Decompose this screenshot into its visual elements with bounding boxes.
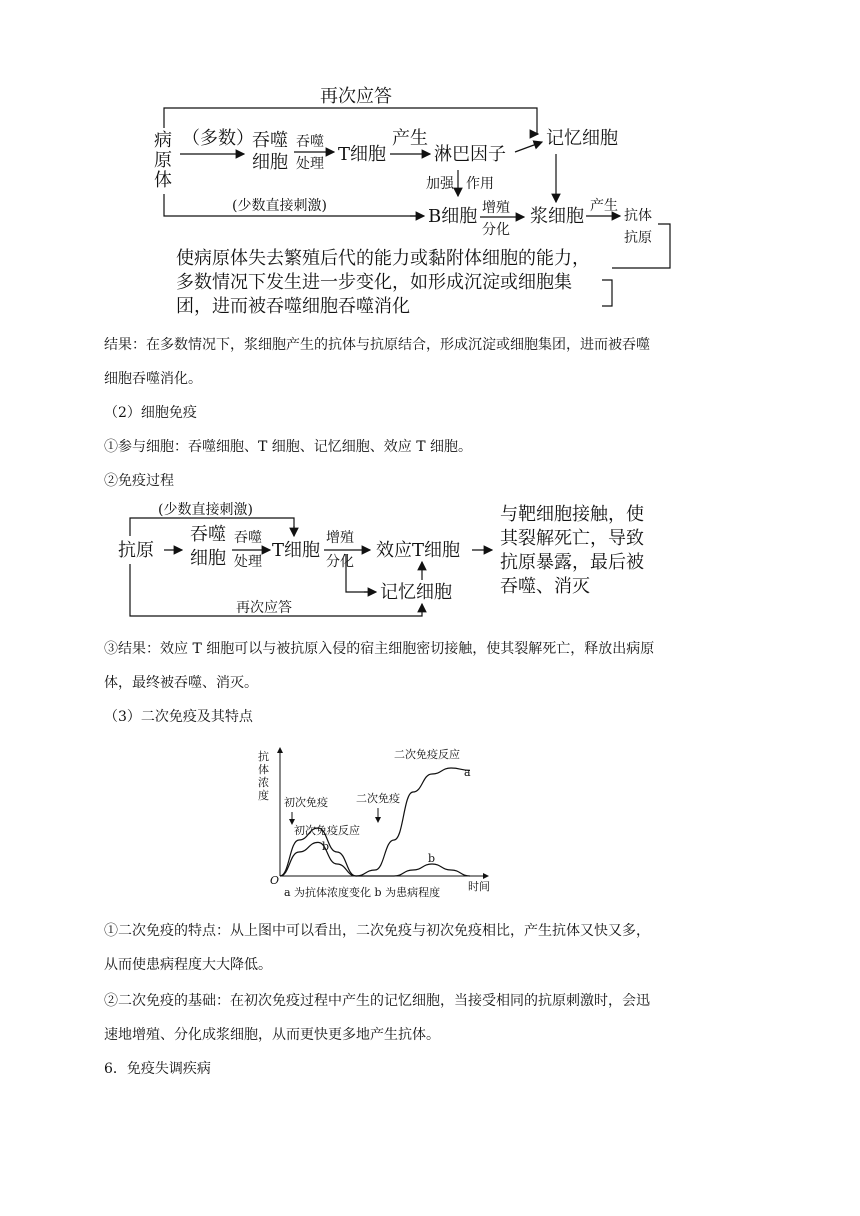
produce-label-1: 产生 [392, 128, 428, 149]
memory-cell-label: 记忆细胞 [546, 128, 618, 149]
phagocyte-line-1: 吞噬 [252, 130, 288, 151]
result1-line-1: 结果：在多数情况下，浆细胞产生的抗体与抗原结合，形成沉淀或细胞集团，进而被吞噬 [104, 337, 650, 353]
enhance-label: 加强 [426, 176, 454, 192]
t-cell-label: T细胞 [338, 144, 387, 165]
rechallenge-label: 再次应答 [320, 86, 392, 107]
series-b-line [280, 842, 470, 876]
result2-line-1: ③结果：效应 T 细胞可以与被抗原入侵的宿主细胞密切接触，使其裂解死亡，释放出病原 [104, 641, 655, 657]
rechallenge-label-2: 再次应答 [236, 600, 292, 616]
outcome-line-1: 与靶细胞接触，使 [500, 504, 644, 525]
primary-immunization-label: 初次免疫 [284, 796, 328, 809]
outcome-line-2: 其裂解死亡，导致 [500, 528, 644, 549]
result1-paragraph [104, 328, 724, 396]
pathogen-char-3: 体 [154, 170, 172, 191]
ylabel-4: 度 [258, 789, 269, 802]
minority-direct-label: (少数直接刺激) [232, 198, 327, 214]
plasma-cell-label: 浆细胞 [530, 206, 584, 227]
label-b1: b [322, 840, 330, 853]
series-a-line [280, 768, 470, 876]
t-cell-label-2: T细胞 [272, 540, 321, 561]
participants-text: ①参与细胞：吞噬细胞、T 细胞、记忆细胞、效应 T 细胞。 [104, 439, 473, 455]
prolif-diff2-1: 增殖 [326, 530, 354, 546]
pathogen-char-2: 原 [154, 150, 172, 171]
prolif-diff-1: 增殖 [482, 200, 510, 216]
label-b2: b [428, 852, 436, 865]
cell-immunity-title: （2）细胞免疫 [104, 405, 197, 421]
antigen-label-2: 抗原 [118, 540, 154, 561]
section6-title: 6．免疫失调疾病 [104, 1061, 211, 1077]
outcome-line-4: 吞噬、消灭 [500, 576, 590, 597]
phagocyte2-line-1: 吞噬 [190, 524, 226, 545]
effector-t-label: 效应T细胞 [376, 540, 461, 561]
ylabel-1: 抗 [258, 750, 269, 763]
box-line-1: 使病原体失去繁殖后代的能力或黏附体细胞的能力， [176, 248, 590, 269]
prolif-diff-2: 分化 [482, 222, 510, 238]
ylabel-2: 体 [258, 763, 269, 776]
feature-line-2: 从而使患病程度大大降低。 [104, 957, 272, 973]
antigen-label: 抗原 [624, 230, 652, 246]
result2-paragraph [104, 632, 724, 700]
origin-label: O [270, 874, 280, 887]
secondary-response-label: 二次免疫反应 [394, 748, 460, 761]
phago-process-1: 吞噬 [296, 134, 324, 150]
primary-response-label: 初次免疫反应 [294, 824, 360, 837]
produce-label-2: 产生 [590, 198, 618, 214]
phago-process-2: 处理 [296, 156, 324, 172]
feature-paragraph [104, 914, 724, 982]
phagocyte2-line-2: 细胞 [190, 548, 226, 569]
minority-direct-label-2: (少数直接刺激) [158, 502, 253, 518]
box-line-2: 多数情况下发生进一步变化，如形成沉淀或细胞集 [176, 272, 572, 293]
lymphokine-label: 淋巴因子 [434, 144, 506, 165]
process-title: ②免疫过程 [104, 473, 174, 489]
basis-paragraph [104, 984, 724, 1052]
effect-label: 作用 [466, 176, 494, 192]
result2-line-2: 体，最终被吞噬、消灭。 [104, 675, 258, 691]
basis-line-2: 速地增殖、分化成浆细胞，从而更快更多地产生抗体。 [104, 1027, 440, 1043]
result1-line-2: 细胞吞噬消化。 [104, 371, 202, 387]
secondary-immunization-label: 二次免疫 [356, 792, 400, 805]
box-line-3: 团，进而被吞噬细胞吞噬消化 [176, 296, 410, 317]
label-a: a [464, 766, 471, 779]
phago-process2-1: 吞噬 [234, 530, 262, 546]
prolif-diff2-2: 分化 [326, 554, 354, 570]
pathogen-char-1: 病 [154, 130, 172, 151]
phagocyte-line-2: 细胞 [252, 152, 288, 173]
feature-line-1: ①二次免疫的特点：从上图中可以看出，二次免疫与初次免疫相比，产生抗体又快又多， [104, 923, 650, 939]
majority-label: （多数） [182, 128, 254, 149]
memory-cell-label-2: 记忆细胞 [380, 582, 452, 603]
chart-caption: a 为抗体浓度变化 b 为患病程度 [284, 886, 441, 898]
xlabel: 时间 [468, 880, 490, 893]
ylabel-3: 浓 [258, 776, 269, 789]
antibody-chart [252, 742, 502, 898]
outcome-line-3: 抗原暴露，最后被 [500, 552, 644, 573]
b-cell-label: B细胞 [428, 206, 478, 227]
cellular-immunity-diagram [110, 496, 670, 626]
basis-line-1: ②二次免疫的基础：在初次免疫过程中产生的记忆细胞，当接受相同的抗原刺激时，会迅 [104, 993, 650, 1009]
phago-process2-2: 处理 [234, 554, 262, 570]
antibody-label: 抗体 [624, 208, 652, 224]
humoral-immunity-diagram [140, 84, 700, 320]
secondary-title: （3）二次免疫及其特点 [104, 709, 253, 725]
